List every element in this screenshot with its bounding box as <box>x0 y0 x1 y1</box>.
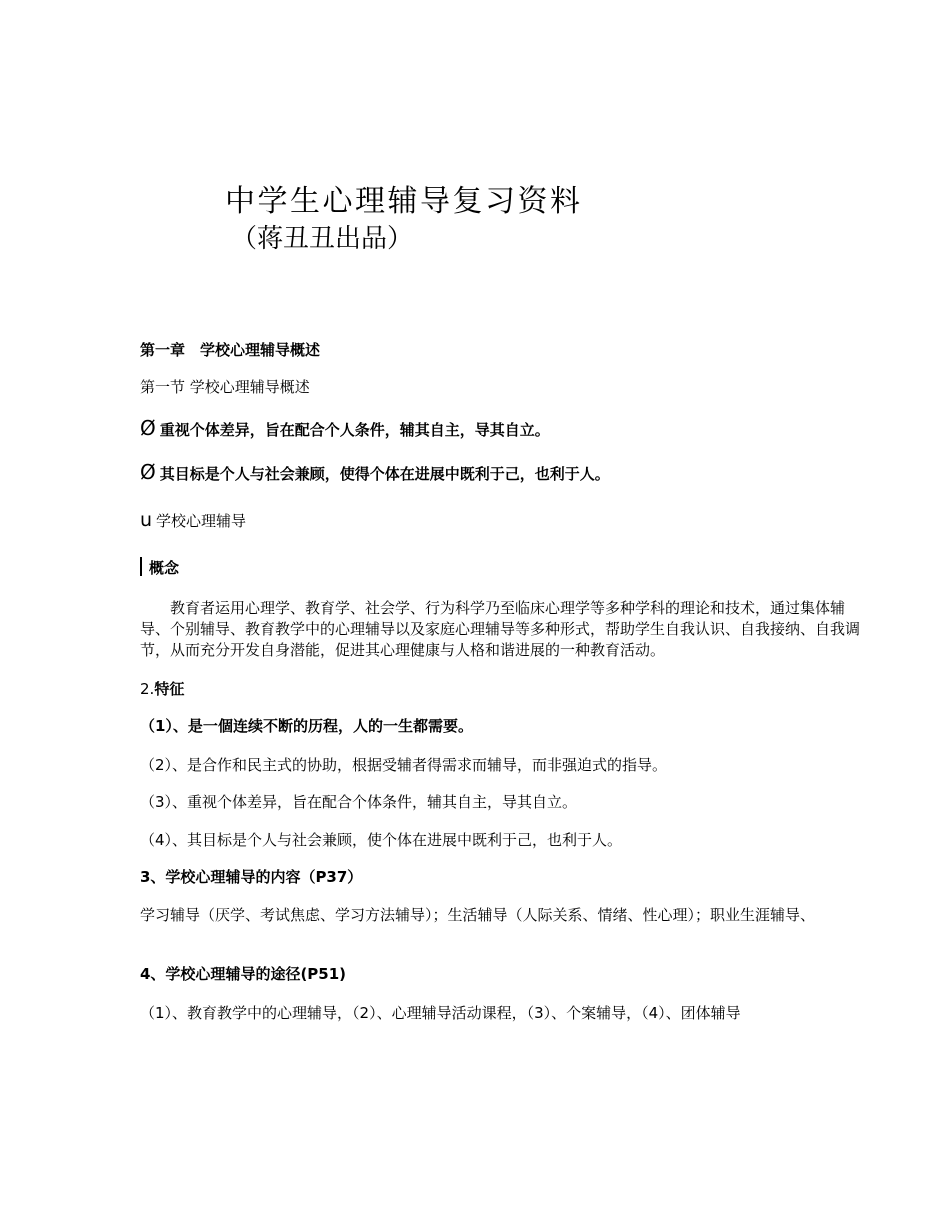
feature-item: （2）、是合作和民主式的协助，根据受辅者得需求而辅导，而非强迫式的指导。 <box>140 756 668 774</box>
document-title: 中学生心理辅导复习资料 <box>225 184 583 219</box>
bar-marker-icon <box>140 557 142 576</box>
bullet-marker-icon: Ø <box>140 416 156 440</box>
features-heading-text: 特征 <box>154 680 185 698</box>
feature-item: （1）、是一個连续不断的历程，人的一生都需要。 <box>140 717 473 735</box>
approaches-text: （1）、教育教学中的心理辅导，（2）、心理辅导活动课程，（3）、个案辅导，（4）、团体辅导 <box>140 1004 741 1022</box>
contents-text: 学习辅导（厌学、考试焦虑、学习方法辅导）；生活辅导（人际关系、情绪、性心理）；职业生涯辅导、 <box>140 906 816 924</box>
bullet-item <box>140 418 550 440</box>
feature-item: （3）、重视个体差异，旨在配合个体条件，辅其自主，导其自立。 <box>140 793 578 811</box>
topic-heading <box>140 510 246 531</box>
bullet-text: 其目标是个人与社会兼顾，使得个体在进展中既利于己，也利于人。 <box>159 465 610 483</box>
concept-heading-text: 概念 <box>149 559 180 577</box>
chapter-heading: 第一章 学校心理辅导概述 <box>140 341 321 359</box>
bullet-text: 重视个体差异，旨在配合个人条件，辅其自主，导其自立。 <box>159 421 550 439</box>
bullet-item <box>140 462 610 484</box>
topic-marker-icon: u <box>140 509 153 531</box>
topic-text: 学校心理辅导 <box>156 512 247 530</box>
features-number: 2. <box>140 680 155 698</box>
section-heading: 第一节 学校心理辅导概述 <box>140 378 310 396</box>
bullet-marker-icon: Ø <box>140 460 156 484</box>
concept-paragraph: 教育者运用心理学、教育学、社会学、行为科学乃至临床心理学等多种学科的理论和技术，通过集体辅导、个别辅导、教育教学中的心理辅导以及家庭心理辅导等多种形式，帮助学生自我认识、自我接纳、自我调节，从而充分开发自身潜能，促进其心理健康与人格和谐进展的一种教育活动。 <box>140 599 861 659</box>
document-subtitle: （蒋丑丑出品） <box>231 224 414 254</box>
concept-heading <box>140 557 179 578</box>
approaches-heading: 4、学校心理辅导的途径(P51) <box>140 965 347 983</box>
features-heading <box>140 679 184 699</box>
feature-item: （4）、其目标是个人与社会兼顾，使个体在进展中既利于己，也利于人。 <box>140 831 623 849</box>
document-body <box>140 0 868 1230</box>
contents-heading: 3、学校心理辅导的内容（P37） <box>140 868 363 886</box>
